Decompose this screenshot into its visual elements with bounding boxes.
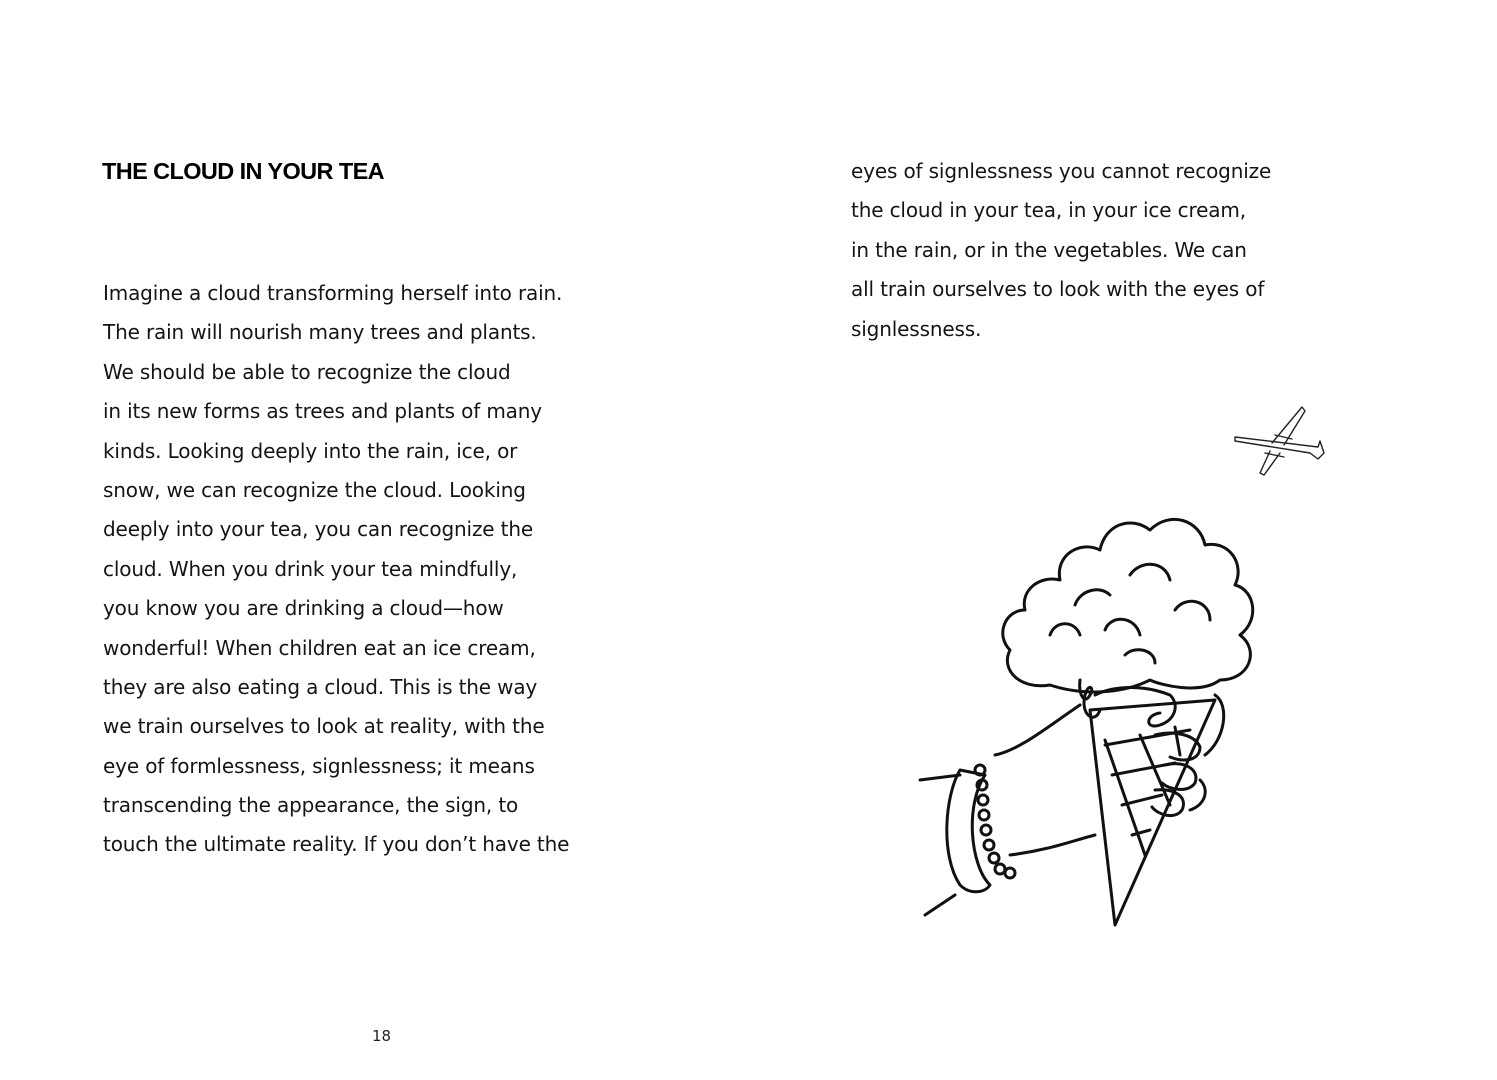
text-line: eye of formlessness, signlessness; it means — [103, 753, 535, 778]
text-line: you know you are drinking a cloud—how — [103, 596, 504, 621]
text-line: snow, we can recognize the cloud. Looking — [103, 477, 526, 502]
airplane-icon — [1235, 407, 1324, 475]
text-line: all train ourselves to look with the eyes of — [851, 277, 1265, 302]
text-line: signlessness. — [851, 316, 982, 341]
text-line: in its new forms as trees and plants of many — [103, 399, 542, 424]
text-line: wonderful! When children eat an ice cream, — [103, 635, 536, 660]
text-line: kinds. Looking deeply into the rain, ice, or — [103, 438, 518, 463]
text-line: transcending the appearance, the sign, to — [103, 793, 519, 818]
hand — [920, 688, 1224, 916]
text-line: we train ourselves to look at reality, with the — [103, 714, 545, 739]
right-page-body — [851, 152, 1411, 349]
cloud-scoop — [1003, 519, 1253, 692]
text-line: the cloud in your tea, in your ice cream, — [851, 198, 1246, 223]
text-line: deeply into your tea, you can recognize the — [103, 517, 534, 542]
text-line: Imagine a cloud transforming herself into rain. — [103, 281, 563, 305]
text-line: cloud. When you drink your tea mindfully, — [103, 556, 518, 581]
text-line: they are also eating a cloud. This is the way — [103, 674, 538, 699]
text-line: eyes of signlessness you cannot recognize — [851, 159, 1272, 183]
ice-cream-illustration — [900, 395, 1350, 940]
chapter-heading: THE CLOUD IN YOUR TEA — [102, 158, 385, 184]
text-line: We should be able to recognize the cloud — [103, 359, 511, 384]
waffle-cone — [1090, 700, 1215, 925]
text-line: The rain will nourish many trees and plants. — [103, 320, 537, 345]
text-line: touch the ultimate reality. If you don’t have the — [103, 832, 570, 857]
page-number: 18 — [372, 1027, 392, 1045]
text-line: in the rain, or in the vegetables. We can — [851, 237, 1247, 262]
left-page-body — [103, 274, 663, 865]
